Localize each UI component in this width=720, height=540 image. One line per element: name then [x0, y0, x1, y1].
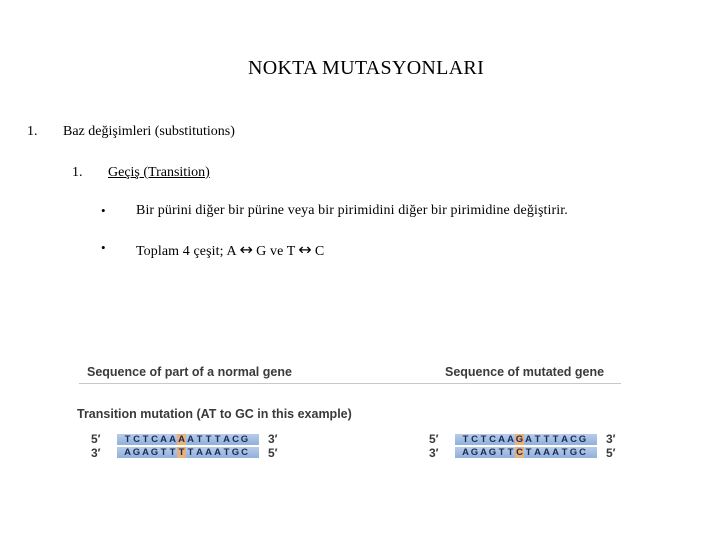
nucleotide: A	[534, 447, 541, 458]
normal-bottom-left-end: 3′	[91, 446, 101, 460]
nucleotide: T	[205, 434, 212, 445]
nucleotide: A	[196, 447, 203, 458]
nucleotide: C	[471, 434, 478, 445]
nucleotide: A	[142, 447, 149, 458]
nucleotide: T	[160, 447, 167, 458]
nucleotide: A	[205, 447, 212, 458]
nucleotide: G	[569, 447, 578, 458]
nucleotide: C	[232, 434, 239, 445]
nucleotide: C	[489, 434, 496, 445]
mutated-bottom-left-end: 3′	[429, 446, 439, 460]
nucleotide: A	[124, 447, 131, 458]
bullet-marker-1: •	[101, 203, 106, 218]
nucleotide: G	[240, 434, 249, 445]
section-heading: Baz değişimleri (substitutions)	[63, 124, 235, 139]
figure-caption-normal: Sequence of part of a normal gene	[87, 365, 292, 379]
mutated-top-strand	[455, 434, 597, 445]
mutated-bottom-strand	[455, 447, 597, 458]
figure-caption-mutated: Sequence of mutated gene	[445, 365, 605, 379]
nucleotide: T	[552, 434, 559, 445]
nucleotide: A	[552, 447, 559, 458]
nucleotide: A	[498, 434, 505, 445]
slide-title: NOKTA MUTASYONLARI	[247, 57, 485, 79]
nucleotide: C	[133, 434, 140, 445]
nucleotide: C	[570, 434, 577, 445]
bullet-text-2-after: C	[314, 244, 325, 259]
bullet-marker-2: •	[101, 240, 106, 255]
nucleotide: A	[561, 434, 568, 445]
bullet-text-2-before: Toplam 4 çeşit; A	[136, 244, 237, 259]
section-number: 1.	[27, 124, 38, 139]
nucleotide: T	[223, 447, 230, 458]
nucleotide: T	[142, 434, 149, 445]
nucleotide: T	[534, 434, 541, 445]
bullet-text-1: Bir pürini diğer bir pürine veya bir pirimidini diğer bir pirimidine değiştirir.	[136, 203, 568, 218]
nucleotide: T	[178, 447, 185, 458]
nucleotide: A	[214, 447, 221, 458]
nucleotide: G	[150, 447, 159, 458]
nucleotide: A	[507, 434, 514, 445]
nucleotide: T	[525, 447, 532, 458]
nucleotide: T	[169, 447, 176, 458]
nucleotide: C	[151, 434, 158, 445]
nucleotide: A	[543, 447, 550, 458]
nucleotide: G	[515, 434, 524, 445]
nucleotide: A	[462, 447, 469, 458]
mutated-top-left-end: 5′	[429, 432, 439, 446]
nucleotide: C	[516, 447, 523, 458]
nucleotide: G	[132, 447, 141, 458]
double-arrow-icon: ↔	[298, 240, 312, 259]
normal-bottom-right-end: 5′	[268, 446, 278, 460]
nucleotide: A	[525, 434, 532, 445]
nucleotide: G	[488, 447, 497, 458]
nucleotide: G	[470, 447, 479, 458]
mutation-label: Transition mutation (AT to GC in this example)	[77, 407, 352, 421]
nucleotide: T	[561, 447, 568, 458]
nucleotide: T	[462, 434, 469, 445]
nucleotide: A	[178, 434, 185, 445]
subsection-number: 1.	[72, 165, 83, 180]
mutated-bottom-right-end: 5′	[606, 446, 616, 460]
mutated-top-right-end: 3′	[606, 432, 616, 446]
nucleotide: T	[543, 434, 550, 445]
normal-top-right-end: 3′	[268, 432, 278, 446]
nucleotide: A	[169, 434, 176, 445]
bullet-text-2	[136, 240, 324, 260]
bullet-text-2-mid: G ve T	[256, 244, 296, 259]
nucleotide: T	[124, 434, 131, 445]
nucleotide: T	[507, 447, 514, 458]
nucleotide: A	[187, 434, 194, 445]
nucleotide: A	[160, 434, 167, 445]
nucleotide: T	[187, 447, 194, 458]
nucleotide: T	[214, 434, 221, 445]
nucleotide: C	[241, 447, 248, 458]
subsection-heading: Geçiş (Transition)	[108, 165, 210, 180]
figure-divider	[79, 383, 621, 384]
nucleotide: A	[223, 434, 230, 445]
nucleotide: A	[480, 447, 487, 458]
nucleotide: C	[579, 447, 586, 458]
normal-top-strand	[117, 434, 259, 445]
normal-top-left-end: 5′	[91, 432, 101, 446]
nucleotide: G	[231, 447, 240, 458]
nucleotide: T	[480, 434, 487, 445]
nucleotide: G	[578, 434, 587, 445]
double-arrow-icon: ↔	[239, 240, 254, 259]
nucleotide: T	[196, 434, 203, 445]
nucleotide: T	[498, 447, 505, 458]
normal-bottom-strand	[117, 447, 259, 458]
